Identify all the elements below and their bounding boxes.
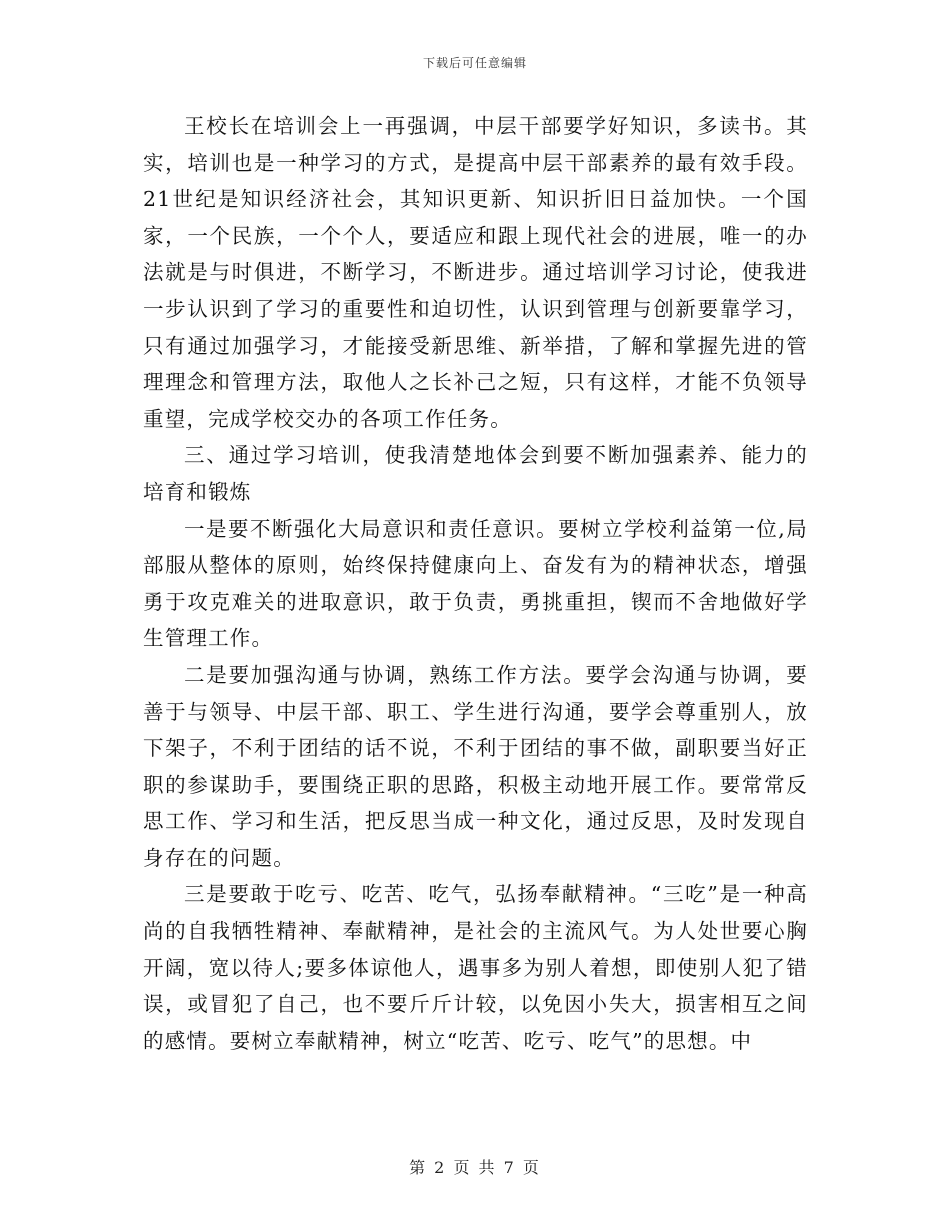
document-body <box>143 108 808 1059</box>
paragraph: 二是要加强沟通与协调，熟练工作方法。要学会沟通与协调，要善于与领导、中层干部、职工、学生进行沟通，要学会尊重别人，放下架子，不利于团结的话不说，不利于团结的事不做，副职要当好正职的参谋助手，要围绕正职的思路，积极主动地开展工作。要常常反思工作、学习和生活，把反思当成一种文化，通过反思，及时发现自身存在的问题。 <box>143 662 808 870</box>
paragraph: 一是要不断强化大局意识和责任意识。要树立学校利益第一位,局部服从整体的原则，始终保持健康向上、奋发有为的精神状态，增强勇于攻克难关的进取意识，敢于负责，勇挑重担，锲而不舍地做好学生管理工作。 <box>143 516 808 651</box>
section-heading: 三、通过学习培训，使我清楚地体会到要不断加强素养、能力的培育和锻炼 <box>143 443 808 504</box>
paragraph: 三是要敢于吃亏、吃苦、吃气，弘扬奉献精神。“三吃”是一种高尚的自我牺牲精神、奉献精神，是社会的主流风气。为人处世要心胸开阔，宽以待人;要多体谅他人，遇事多为别人着想，即使别人犯了错误，或冒犯了自己，也不要斤斤计较，以免因小失大，损害相互之间的感情。要树立奉献精神，树立“吃苦、吃亏、吃气”的思想。中 <box>143 882 808 1053</box>
paragraph: 王校长在培训会上一再强调，中层干部要学好知识，多读书。其实，培训也是一种学习的方式，是提高中层干部素养的最有效手段。21世纪是知识经济社会，其知识更新、知识折旧日益加快。一个国家，一个民族，一个个人，要适应和跟上现代社会的进展，唯一的办法就是与时俱进，不断学习，不断进步。通过培训学习讨论，使我进一步认识到了学习的重要性和迫切性，认识到管理与创新要靠学习，只有通过加强学习，才能接受新思维、新举措，了解和掌握先进的管理理念和管理方法，取他人之长补己之短，只有这样，才能不负领导重望，完成学校交办的各项工作任务。 <box>143 114 808 431</box>
page-number: 第 2 页 共 7 页 <box>409 1158 541 1177</box>
header-note: 下载后可任意编辑 <box>422 56 527 70</box>
